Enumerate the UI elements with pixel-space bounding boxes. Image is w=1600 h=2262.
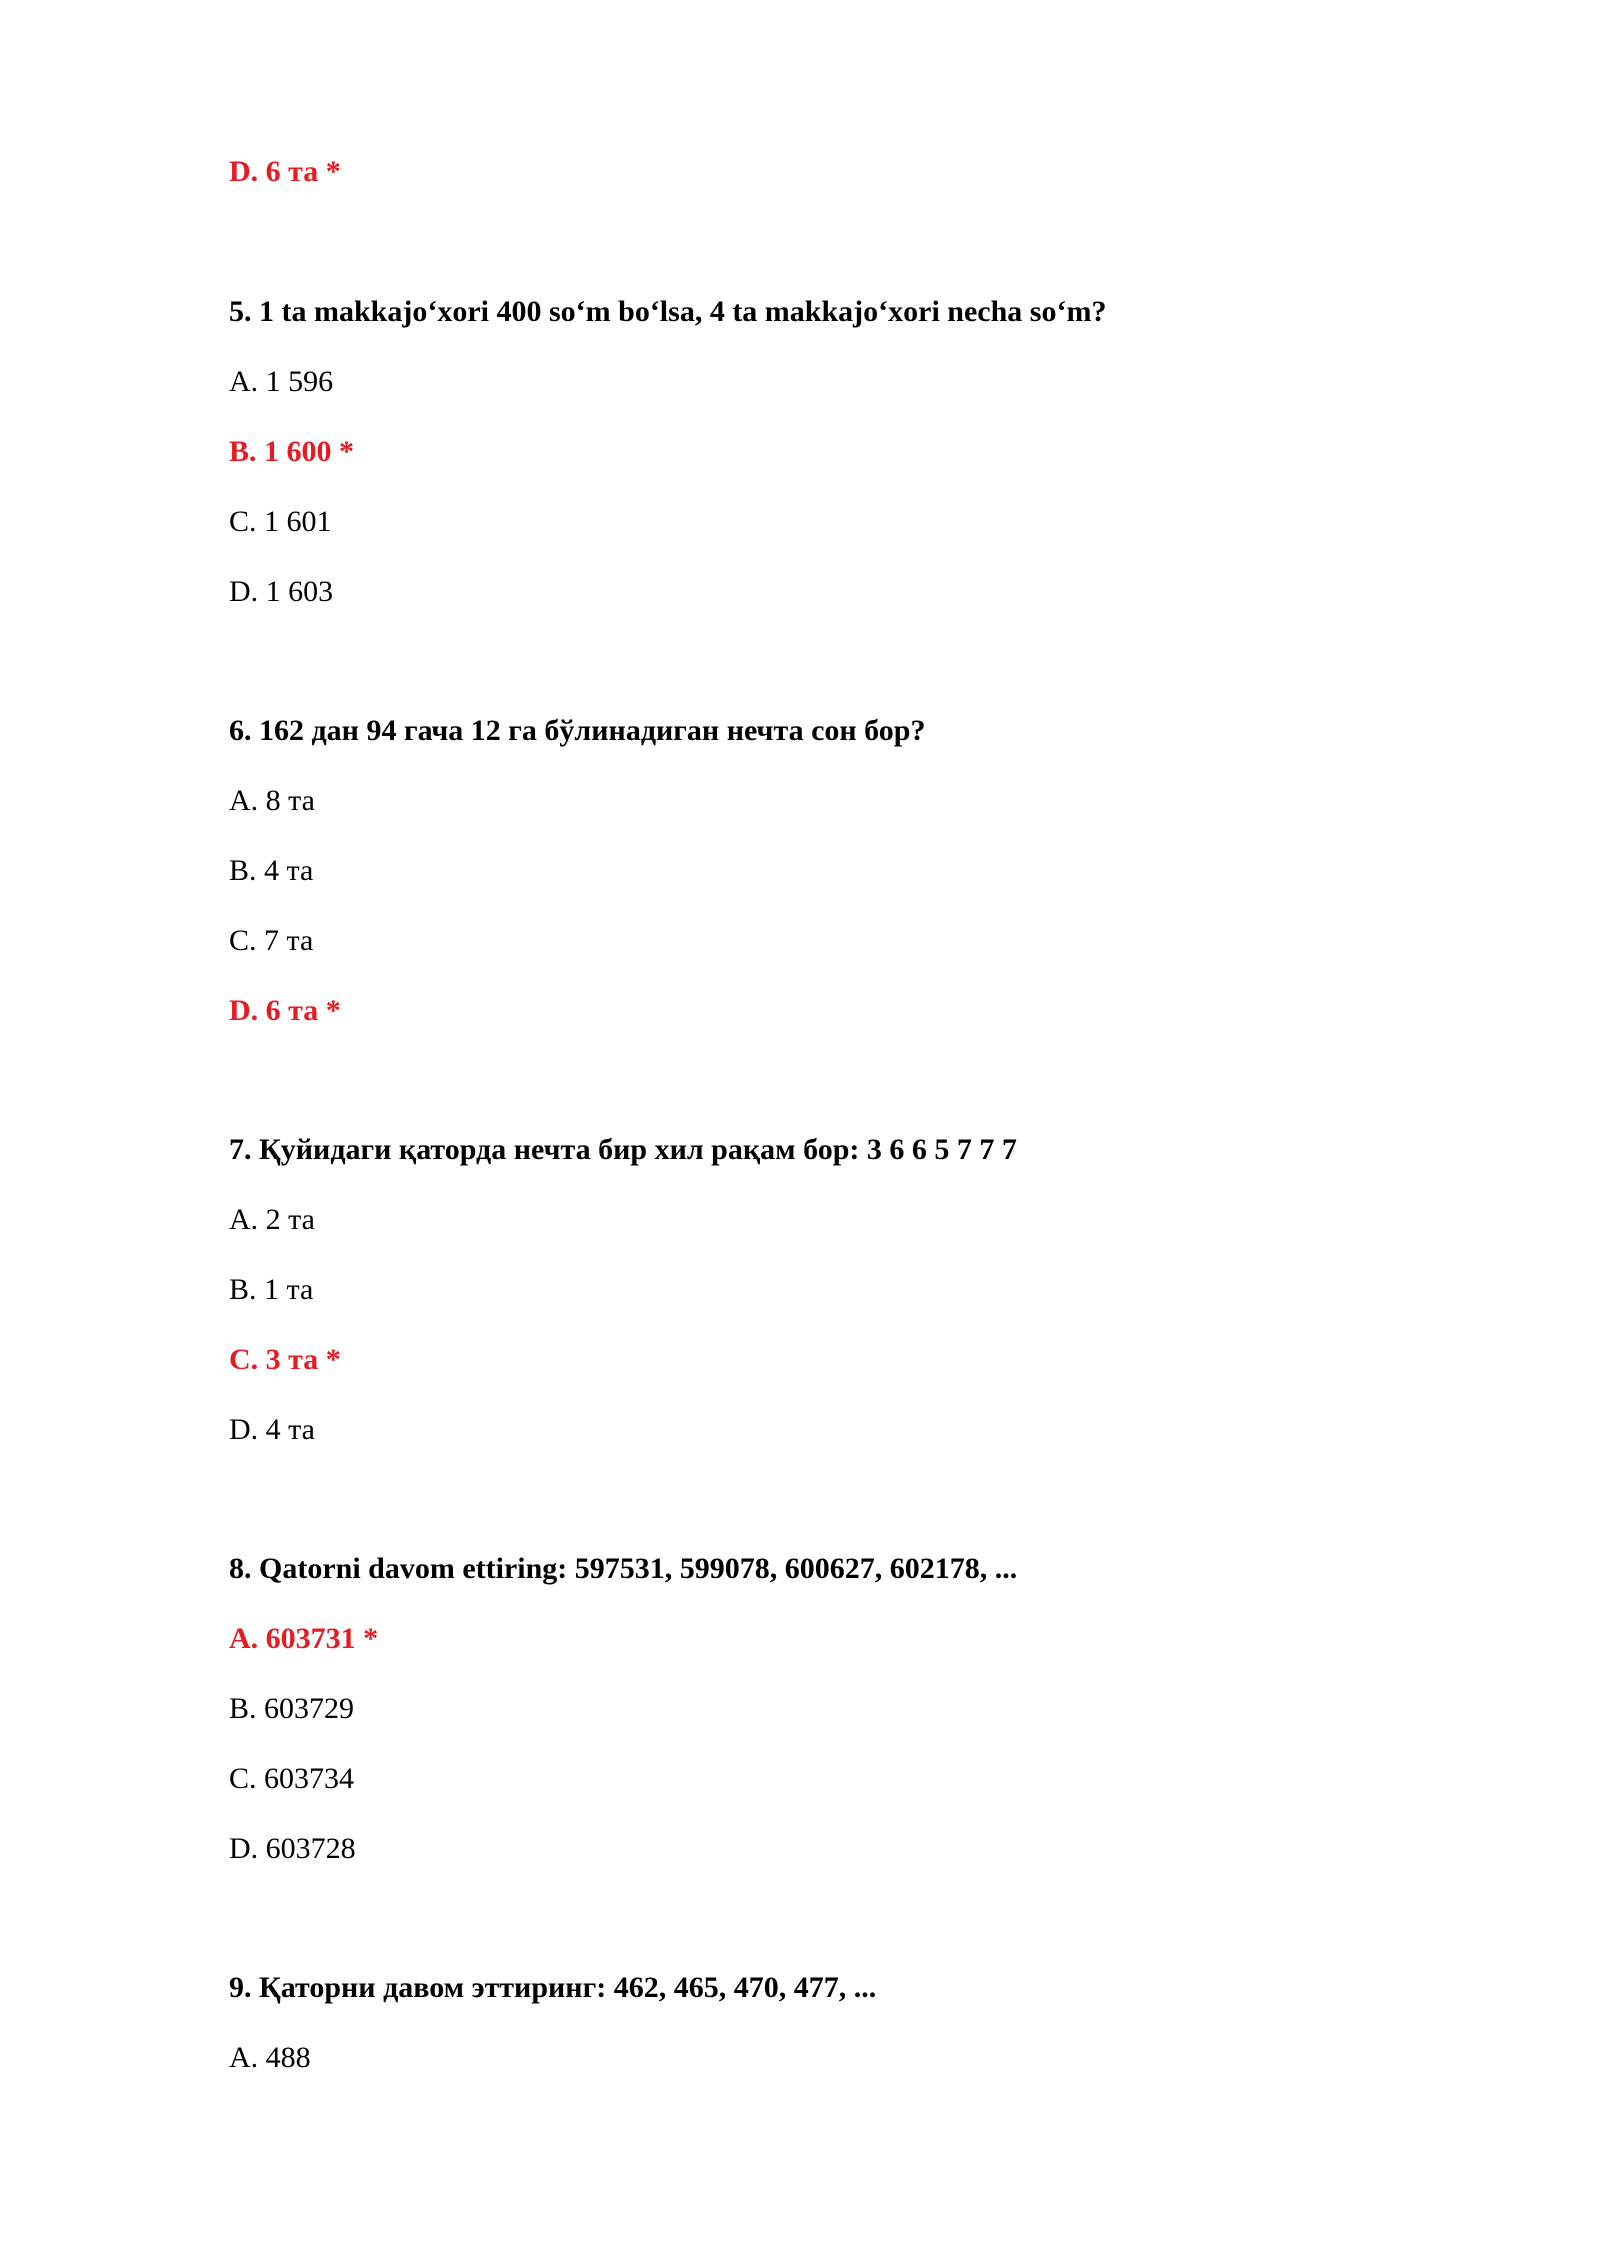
q9-text: 9. Қаторни давом эттиринг: 462, 465, 470, 477, ... xyxy=(229,1971,877,2004)
q7-text: 7. Қуйидаги қаторда нечта бир хил рақам бор: 3 6 6 5 7 7 7 xyxy=(229,1133,1017,1166)
q5-option-c: C. 1 601 xyxy=(229,505,332,538)
q8-option-b: B. 603729 xyxy=(229,1692,355,1725)
q5-option-a: A. 1 596 xyxy=(229,365,334,398)
q5-option-b-correct: B. 1 600 * xyxy=(229,435,355,468)
q6-option-d-correct: D. 6 та * xyxy=(229,994,341,1027)
q7-option-b: B. 1 та xyxy=(229,1273,314,1306)
q7-option-d: D. 4 та xyxy=(229,1413,315,1446)
q8-text: 8. Qatorni davom ettiring: 597531, 599078, 600627, 602178, ... xyxy=(229,1552,1018,1585)
q5-text: 5. 1 ta makkajo‘xori 400 so‘m bo‘lsa, 4 ta makkajo‘xori necha so‘m? xyxy=(229,295,1107,328)
q8-option-c: C. 603734 xyxy=(229,1762,355,1795)
q4-answer-d-correct: D. 6 та * xyxy=(229,155,341,188)
q7-option-c-correct: C. 3 та * xyxy=(229,1343,341,1376)
q9-option-a: A. 488 xyxy=(229,2041,311,2074)
q5-option-d: D. 1 603 xyxy=(229,575,334,608)
q6-text: 6. 162 дан 94 гача 12 га бўлинадиган нечта сон бор? xyxy=(229,714,926,747)
q6-option-b: B. 4 та xyxy=(229,854,314,887)
q6-option-c: C. 7 та xyxy=(229,924,314,957)
q6-option-a: A. 8 та xyxy=(229,784,315,817)
q7-option-a: A. 2 та xyxy=(229,1203,315,1236)
q8-option-a-correct: A. 603731 * xyxy=(229,1622,379,1655)
q8-option-d: D. 603728 xyxy=(229,1832,356,1865)
